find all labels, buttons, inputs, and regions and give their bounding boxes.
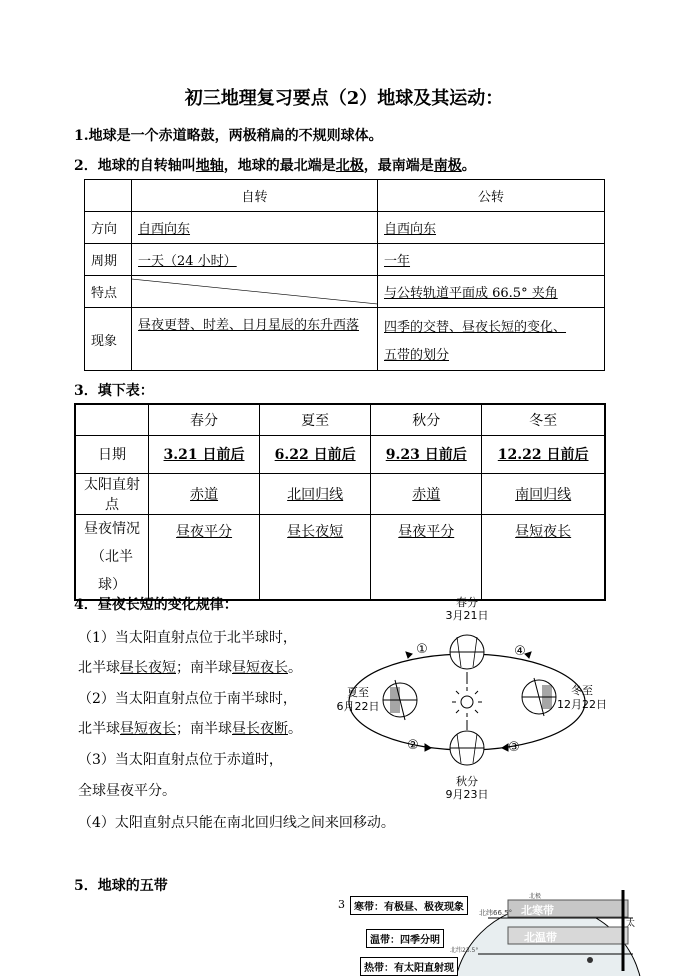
five-zones-figure — [338, 890, 638, 974]
section-3: 3．填下表： — [74, 383, 154, 399]
table-row: 现象 昼夜更替、时差、日月星辰的东升西落 四季的交替、昼夜长短的变化、 五带的划分 — [85, 308, 605, 371]
earth-orbit-diagram — [330, 592, 607, 807]
earth-spring-icon — [450, 635, 484, 669]
table-header — [85, 180, 132, 212]
table-row: 昼夜情况 （北半球） 昼夜平分 昼长夜短 昼夜平分 昼短夜长 — [75, 514, 605, 600]
label-summer: 夏至 — [347, 686, 369, 699]
rule-3: （3）当太阳直射点位于赤道时， — [78, 752, 283, 768]
label-autumn: 秋分 — [456, 775, 478, 788]
sun-icon — [452, 687, 482, 717]
rule-1: （1）当太阳直射点位于北半球时， — [78, 630, 297, 646]
label-summer-date: 6月22日 — [336, 700, 380, 713]
label-spring-date: 3月21日 — [445, 609, 489, 622]
answer-north: 北极 — [335, 158, 364, 174]
temperate-zone-label: 温带：四季分明 — [366, 929, 444, 948]
section-1: 1.地球是一个赤道略鼓，两极稍扁的不规则球体。 — [74, 128, 383, 144]
label-north-temp: 北温带 — [524, 931, 557, 944]
table-header: 冬至 — [482, 404, 605, 435]
rule-4: （4）太阳直射点只能在南北回归线之间来回移动。 — [78, 815, 395, 831]
earth-winter-icon — [522, 678, 556, 716]
table-header: 春分 — [149, 404, 260, 435]
rule-2: （2）当太阳直射点位于南半球时， — [78, 691, 297, 707]
section-4-heading: 4．昼夜长短的变化规律： — [74, 597, 238, 613]
label-n4: ④ — [514, 644, 526, 659]
table-header: 秋分 — [371, 404, 482, 435]
empty-diagonal-cell — [132, 276, 378, 308]
cold-zone-label: 寒带：有极昼、极夜现象 — [350, 896, 468, 915]
label-n1: ① — [416, 642, 428, 657]
table-row: 特点 与公转轨道平面成 66.5° 夹角 — [85, 276, 605, 308]
section-5: 5．地球的五带 — [74, 878, 168, 894]
rule-3-answer: 全球昼夜平分。 — [78, 783, 176, 799]
label-n3: ③ — [508, 740, 520, 755]
earth-summer-icon — [383, 680, 417, 720]
rule-1-answer: 北半球昼长夜短；南半球昼短夜长。 — [78, 660, 302, 676]
label-north-cold: 北寒带 — [521, 904, 554, 917]
table-header: 夏至 — [260, 404, 371, 435]
label-winter-date: 12月22日 — [557, 698, 607, 711]
tropical-zone-label: 热带：有太阳直射现 — [360, 957, 458, 976]
solar-terms-table — [74, 403, 606, 601]
page-number: 3 — [338, 898, 345, 911]
rotation-revolution-table — [84, 179, 605, 371]
table-header: 自转 — [132, 180, 378, 212]
label-lat-665: 北纬66.5° — [479, 909, 513, 917]
answer-axis: 地轴 — [195, 158, 224, 174]
table-row: 周期 一天（24 小时） 一年 — [85, 244, 605, 276]
answer-south: 南极 — [433, 158, 462, 174]
section-2: 2．地球的自转轴叫地轴，地球的最北端是北极，最南端是南极。 — [74, 158, 476, 174]
table-row: 日期 3.21 日前后 6.22 日前后 9.23 日前后 12.22 日前后 — [75, 435, 605, 473]
label-lat-235: 北纬23.5° — [450, 947, 479, 954]
label-winter: 冬至 — [571, 684, 593, 697]
table-row: 方向 自西向东 自西向东 — [85, 212, 605, 244]
page-title: 初三地理复习要点（2）地球及其运动： — [184, 88, 504, 109]
label-autumn-date: 9月23日 — [445, 788, 489, 801]
table-row: 太阳直射点 赤道 北回归线 赤道 南回归线 — [75, 473, 605, 514]
label-n2: ② — [407, 738, 419, 753]
label-spring: 春分 — [456, 596, 478, 609]
label-north-pole: 北极 — [529, 893, 542, 900]
label-sun: 太 — [626, 919, 636, 929]
rule-2-answer: 北半球昼短夜长；南半球昼长夜断。 — [78, 721, 302, 737]
table-header: 公转 — [378, 180, 605, 212]
earth-autumn-icon — [450, 731, 484, 765]
